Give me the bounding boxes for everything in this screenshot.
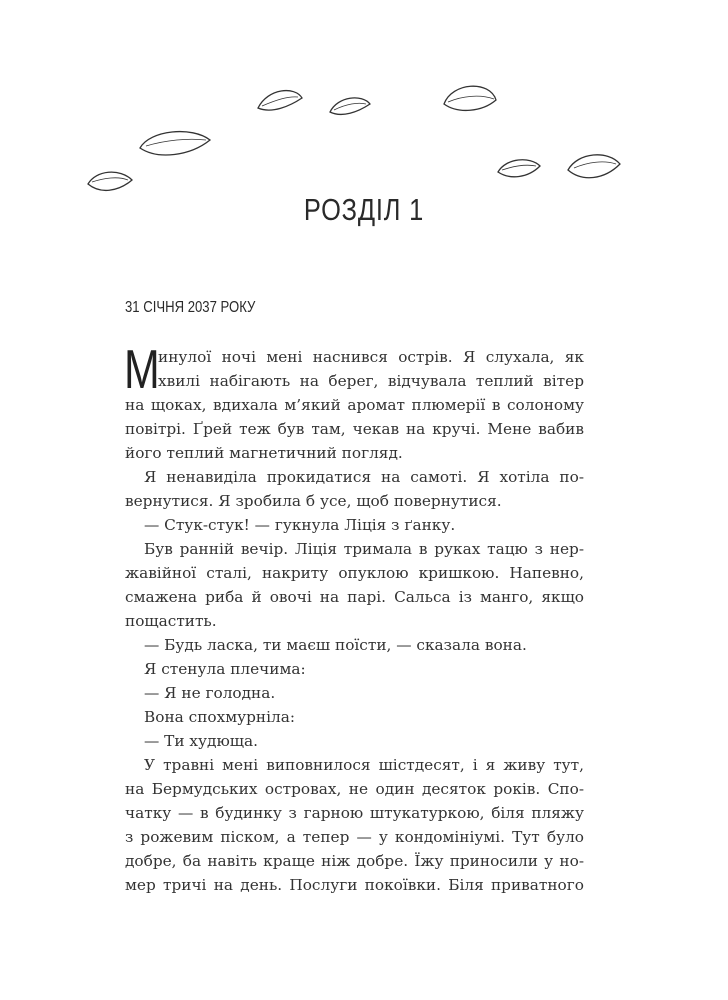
text-line: хвилі набігають на берег, відчувала теплий вітер xyxy=(158,372,584,390)
body-text xyxy=(124,338,584,897)
text-line: вернутися. Я зробила б усе, щоб повернутися. xyxy=(125,492,502,510)
text-line: з рожевим піском, а тепер — у кондомініумі. Тут було xyxy=(125,828,584,846)
text-line: повітрі. Ґрей теж був там, чекав на кручі. Мене вабив xyxy=(125,420,584,438)
text-line: на Бермудських островах, не один десяток років. Спо- xyxy=(125,780,584,798)
text-line: Вона спохмурніла: xyxy=(144,708,295,726)
text-line: пощастить. xyxy=(125,612,217,630)
petal-icon xyxy=(140,132,210,155)
text-line: инулої ночі мені наснився острів. Я слухала, як xyxy=(158,348,584,366)
text-line: — Будь ласка, ти маєш поїсти, — сказала вона. xyxy=(144,636,527,654)
petal-icon xyxy=(568,155,620,178)
date-heading: 31 СІЧНЯ 2037 РОКУ xyxy=(125,299,256,316)
text-line: Я ненавиділа прокидатися на самоті. Я хотіла по- xyxy=(144,468,584,486)
text-line: Я стенула плечима: xyxy=(144,660,306,678)
petal-icon xyxy=(330,98,370,115)
text-line: — Стук-стук! — гукнула Ліція з ґанку. xyxy=(144,516,456,534)
text-line: У травні мені виповнилося шістдесят, і я живу тут, xyxy=(144,756,584,774)
text-line: — Я не голодна. xyxy=(144,684,276,702)
text-line: чатку — в будинку з гарною штукатуркою, біля пляжу xyxy=(125,804,584,822)
petal-icon xyxy=(498,160,540,177)
text-line: на щоках, вдихала м’який аромат плюмерії в солоному xyxy=(125,396,584,414)
text-line: добре, ба навіть краще ніж добре. Їжу приносили у но- xyxy=(125,852,584,870)
chapter-title: РОЗДІЛ 1 xyxy=(303,192,425,227)
petal-icon xyxy=(444,86,496,110)
petal-icon xyxy=(88,172,132,190)
text-line: — Ти худюща. xyxy=(144,732,258,750)
text-line: мер тричі на день. Послуги покоївки. Біля приватного xyxy=(125,876,584,894)
text-line: його теплий магнетичний погляд. xyxy=(125,444,403,462)
drop-cap: М xyxy=(124,338,160,400)
petal-icon xyxy=(258,91,302,111)
text-line: жавійної сталі, накриту опуклою кришкою. Напевно, xyxy=(125,564,584,582)
text-line: смажена риба й овочі на парі. Сальса із манго, якщо xyxy=(125,588,584,606)
text-line: Був ранній вечір. Ліція тримала в руках тацю з нер- xyxy=(144,540,584,558)
